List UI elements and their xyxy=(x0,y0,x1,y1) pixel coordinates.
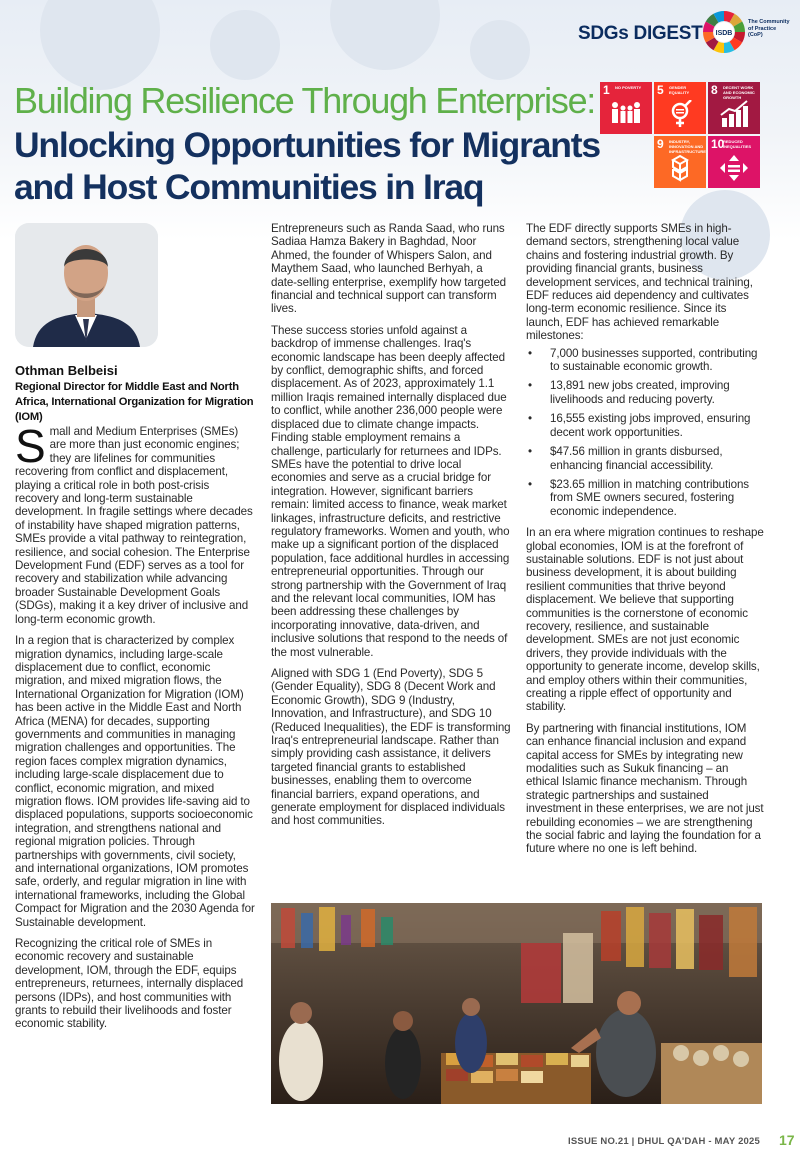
issue-footer: ISSUE NO.21 | DHUL QA'DAH - MAY 2025 xyxy=(568,1136,760,1147)
list-item: • $23.65 million in matching contributions from SME owners secured, fostering economic independence. xyxy=(528,477,750,518)
paragraph: These success stories unfold against a backdrop of immense challenges. Iraq's economic landscape has been deeply affected by conflict, demographic shifts, and forced displacement. As of 2023, approximately 1.1 million Iraqis remained internally displaced due to conflict, while another 236,000 people were displaced due to climate change impacts. Finding stable employment remains a challenge, particularly for returnees and IDPs. SMEs have the potential to drive local economies and serve as a crucial bridge for integration. However, significant barriers remain: limited access to finance, weak market linkages, infrastructure deficits, and restrictive regulatory frameworks. Women and youth, who make up a significant portion of the displaced population, face additional hurdles in accessing entrepreneurial opportunities. Through our strong partnership with the Government of Iraq and the relevant local communities, IOM has been addressing these challenges by incorporating innovative, data-driven, and inclusive solutions that respond to the needs of the most vulnerable. xyxy=(271,323,510,659)
column-3 xyxy=(526,222,764,864)
page-number: 17 xyxy=(779,1132,795,1148)
paragraph: Small and Medium Enterprises (SMEs) are more than just economic engines; they are lifelines for communities recovering from conflict and displacement, playing a critical role in both post-crisis recovery and long-term sustainable development. In fragile settings where decades of instability have shaped migration patterns, SMEs provide a vital pathway to reintegration, resilience, and social cohesion. The Enterprise Development Fund (EDF) serves as a tool for recovery and stabilization while advancing broader Sustainable Development Goals (SDGs), making it a key driver of inclusive and long-term economic growth. xyxy=(15,420,253,626)
milestones-list xyxy=(526,347,764,518)
sdg-9-tile: 9 INDUSTRY, INNOVATION AND INFRASTRUCTURE xyxy=(654,136,706,188)
brand-header xyxy=(578,10,792,54)
title-line-1: Building Resilience Through Enterprise: xyxy=(14,80,595,121)
paragraph: The EDF directly supports SMEs in high-demand sectors, strengthening local value chains and fostering industrial growth. By providing financial grants, business development services, and technical training, EDF reduces aid dependency and cultivates long-term economic resilience. Since its launch, EDF has achieved remarkable milestones: xyxy=(526,222,753,343)
paragraph: Aligned with SDG 1 (End Poverty), SDG 5 (Gender Equality), SDG 8 (Decent Work and Economic Growth), SDG 9 (Industry, Innovation, and Infrastructure), and SDG 10 (Reduced Inequalities), the EDF is transforming Iraq's entrepreneurial landscape. Rather than simply providing cash assistance, it delivers targeted financial grants to established businesses, enabling them to overcome financial barriers, expand operations, and generate employment for displaced individuals and host communities. xyxy=(271,667,511,828)
bullet-icon: • xyxy=(528,412,532,426)
market-photo xyxy=(271,903,762,1104)
sdg-wheel-logo-icon xyxy=(702,10,746,54)
author-photo xyxy=(15,223,158,347)
sdg-5-tile: 5 GENDER EQUALITY xyxy=(654,82,706,134)
sdg-8-tile: 8 DECENT WORK AND ECONOMIC GROWTH xyxy=(708,82,760,134)
brand-title: SDGs DIGEST xyxy=(578,23,703,44)
drop-cap: S xyxy=(15,420,46,472)
paragraph: Entrepreneurs such as Randa Saad, who runs Sadiaa Hamza Bakery in Baghdad, Noor Ahmed, the founder of Whispers Salon, and Maythem Saad, who launched Berhyah, a date-selling enterprise, exemplify how targeted financial and technical support can transform lives. xyxy=(271,222,507,316)
sdg-10-tile: 10 REDUCED INEQUALITIES xyxy=(708,136,760,188)
bullet-icon: • xyxy=(528,445,532,459)
title-line-2: Unlocking Opportunities for Migrants and Host Communities in Iraq xyxy=(14,125,600,207)
logo-caption: The Community of Practice (CoP) xyxy=(748,19,790,38)
list-item: • 13,891 new jobs created, improving livelihoods and reducing poverty. xyxy=(528,379,730,406)
paragraph: By partnering with financial institutions, IOM can enhance financial inclusion and expand capital access for SMEs by integrating new modalities such as Sukuk financing – an ethical Islamic finance mechanism. Through strategic partnerships and sustained investment in these enterprises, we are not just rebuilding economies – we are strengthening the social fabric and laying the foundation for a future where no one is left behind. xyxy=(526,721,764,856)
list-item: • $47.56 million in grants disbursed, enhancing financial accessibility. xyxy=(528,445,723,472)
family-icon xyxy=(610,100,642,128)
paragraph: Recognizing the critical role of SMEs in economic recovery and sustainable development, IOM, through the EDF, equips entrepreneurs, returnees, internally displaced persons (IDPs), and host communities with grants to rebuild their livelihoods and foster economic stability. xyxy=(15,937,244,1031)
list-item: • 16,555 existing jobs improved, ensuring decent work opportunities. xyxy=(528,412,751,439)
list-item: • 7,000 businesses supported, contributing to sustainable economic growth. xyxy=(528,346,758,374)
market-scene-image xyxy=(271,903,762,1104)
author-name: Othman Belbeisi xyxy=(15,363,118,378)
growth-chart-icon xyxy=(718,100,750,128)
bullet-icon: • xyxy=(528,346,532,360)
bullet-icon: • xyxy=(528,379,532,393)
author-role: Regional Director for Middle East and North Africa, International Organization for Migration (IOM) xyxy=(15,381,254,423)
author-portrait-image xyxy=(15,223,158,347)
cubes-icon xyxy=(664,154,696,182)
equality-arrows-icon xyxy=(718,154,750,182)
column-1 xyxy=(15,420,255,1039)
logo-text: ISDB xyxy=(715,30,733,37)
sdg-icons xyxy=(600,82,762,188)
bullet-icon: • xyxy=(528,477,532,491)
column-2 xyxy=(271,222,511,836)
paragraph: In a region that is characterized by complex migration dynamics, including large-scale displacement due to conflict, economic migration, and mixed migration flows, the International Organization for Migration (IOM) has been active in the Middle East and North Africa (MENA) for decades, supporting governments and communities in managing migration challenges and opportunities. The region faces complex migration dynamics, including large-scale displacement due to conflict, economic migration, and mixed migration flows. IOM provides life-saving aid to displaced populations, supports socioeconomic integration, and strengthens national and regional migration policies. Through partnerships with governments, civil society, and international organizations, IOM promotes safe, orderly, and regular migration in line with international frameworks, including the Global Compact for Migration and the 2030 Agenda for Sustainable development. xyxy=(15,634,255,929)
gender-equality-icon xyxy=(664,100,696,128)
paragraph: In an era where migration continues to reshape global economies, IOM is at the forefront of sustainable solutions. EDF is not just about business development, it is about building resilient communities that thrive beyond displacement. We believe that supporting communities is the cornerstone of economic recovery, resilience, and sustainable development. SMEs are not just economic drivers, they provide individuals with the opportunity to generate income, develop skills, and employ others within their communities, creating a ripple effect of opportunity and stability. xyxy=(526,526,764,714)
sdg-1-tile: 1 NO POVERTY xyxy=(600,82,652,134)
